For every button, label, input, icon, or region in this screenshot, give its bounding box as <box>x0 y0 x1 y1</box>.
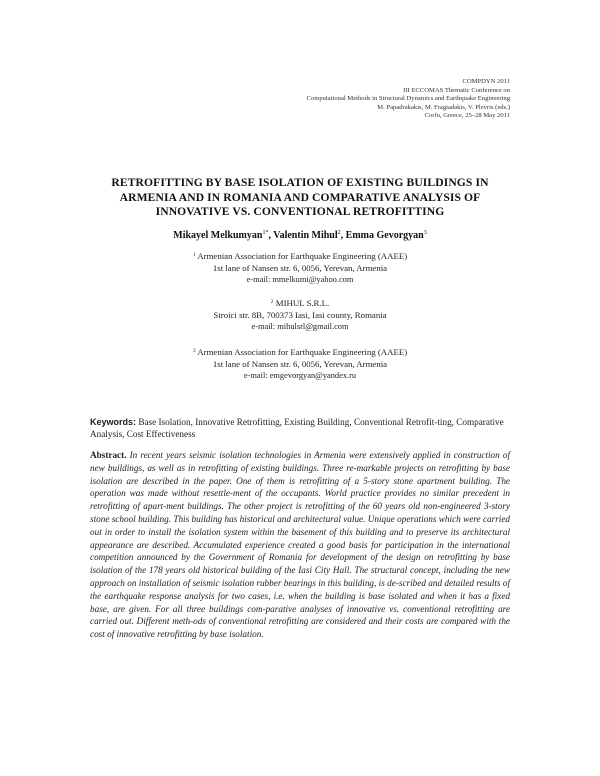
keywords-text: Base Isolation, Innovative Retrofitting, Existing Building, Conventional Retrofit-ting, Comparative Analysis, Cost Effectiveness <box>90 417 504 440</box>
affiliation-number: 1 <box>192 252 196 258</box>
email-address[interactable]: mmelkumi@yahoo.com <box>272 275 354 285</box>
affiliation-email-line <box>100 370 500 382</box>
email-label: e-mail: <box>246 275 273 285</box>
conference-theme: III ECCOMAS Thematic Conference on <box>403 86 510 94</box>
affiliation-email-line <box>100 274 500 286</box>
paper-title <box>80 176 520 220</box>
affiliation-org <box>100 347 500 359</box>
affiliation-org-name: MIHUL S.R.L. <box>275 298 330 308</box>
conference-editors: M. Papadrakakis, M. Fragiadakis, V. Plevris (eds.) <box>377 103 510 111</box>
affiliation-number: 2 <box>270 299 274 305</box>
affiliation-address: 1st lane of Nansen str. 6, 0056, Yerevan, Armenia <box>212 262 388 273</box>
affiliation-address: Stroici str. 8B, 700373 Iasi, Iasi county, Romania <box>213 309 387 320</box>
author-affiliation-marker: 2 <box>337 230 341 236</box>
author-affiliation-marker: 3 <box>423 230 427 236</box>
affiliation-block <box>100 251 500 286</box>
affiliation-block <box>100 298 500 333</box>
email-label: e-mail: <box>251 322 278 332</box>
email-label: e-mail: <box>243 371 270 381</box>
email-address[interactable]: mihulsrl@gmail.com <box>277 322 349 332</box>
abstract-text: In recent years seismic isolation technologies in Armenia were extensively applied in construction of new buildings, as well as in retrofitting of existing buildings. Three re-markable projects on retrofitting by base isolation are described in the paper. One of them is retrofitting of a 5-story stone apartment building. The operation was made without resettle-ment of the occupants. World practice provides no similar precedent in retrofitting of apart-ment buildings. The other project is retrofitting of the 60 years old non-engineered 3-story stone school building. This building has historical and architectural value. Unique operations which were carried out in order to install the isolation system within the basement of this building and to preserve its architectural appearance are described. Accumulated experience created a good basis for participation in the international competition announced by the Government of Romania for development of the design on retrofitting by base isolation of the 178 years old historical building of the Iasi City Hall. The structural concept, including the new approach on installation of seismic isolation rubber bearings in this building, is de-scribed and detailed results of the earthquake response analysis for two cases, i.e. when the building is base isolated and when it has a fixed base, are given. For all three buildings com-parative analyses of innovative vs. conventional retrofitting are carried out. Different meth-ods of conventional retrofitting are considered and their costs are compared with the cost of innovative retrofitting by base isolation. <box>90 450 510 640</box>
title-line: RETROFITTING BY BASE ISOLATION OF EXISTING BUILDINGS IN <box>111 176 489 189</box>
affiliation-block <box>100 347 500 382</box>
author-name: Valentin Mihul <box>273 230 338 241</box>
affiliation-number: 3 <box>192 348 196 354</box>
affiliation-org-name: Armenian Association for Earthquake Engineering (AAEE) <box>197 347 408 357</box>
keywords-label: Keywords: <box>90 417 137 427</box>
conference-header <box>307 78 510 121</box>
abstract-paragraph <box>90 449 510 641</box>
affiliation-email-line <box>100 321 500 333</box>
affiliation-address: 1st lane of Nansen str. 6, 0056, Yerevan, Armenia <box>212 358 388 369</box>
keywords-paragraph <box>90 416 510 441</box>
conference-name: COMPDYN 2011 <box>462 78 510 85</box>
author-list <box>80 230 520 241</box>
title-line: ARMENIA AND IN ROMANIA AND COMPARATIVE ANALYSIS OF <box>119 190 481 204</box>
affiliation-org <box>100 298 500 310</box>
author-separator: , <box>268 230 274 241</box>
author-separator: , <box>340 230 346 241</box>
title-line: INNOVATIVE VS. CONVENTIONAL RETROFITTING <box>155 205 445 219</box>
author-affiliation-marker: 1* <box>262 230 269 236</box>
author-name: Emma Gevorgyan <box>345 230 424 241</box>
email-address[interactable]: emgevorgyan@yandex.ru <box>269 371 357 381</box>
abstract-label: Abstract. <box>90 450 127 460</box>
author-name: Mikayel Melkumyan <box>173 230 263 241</box>
affiliation-org-name: Armenian Association for Earthquake Engineering (AAEE) <box>197 251 408 261</box>
affiliation-org <box>100 251 500 263</box>
conference-topic: Computational Methods in Structural Dynamics and Earthquake Engineering <box>306 95 510 103</box>
conference-location-date: Corfu, Greece, 25–28 May 2011 <box>424 112 510 120</box>
